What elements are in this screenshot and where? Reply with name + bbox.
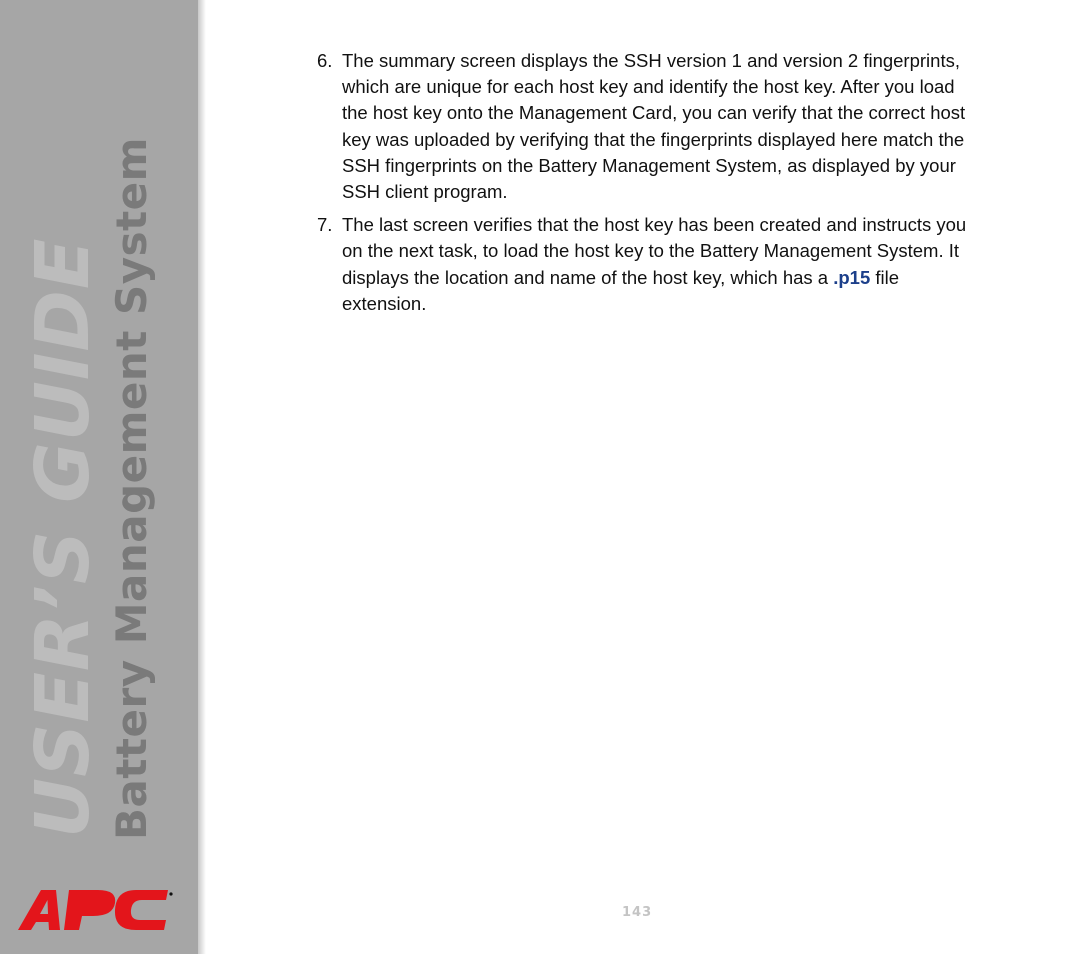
- step-number: 7.: [317, 214, 333, 236]
- document-body: [317, 48, 967, 324]
- apc-logo: [18, 886, 174, 932]
- step-text: The last screen verifies that the host key has been created and instructs you on the next task, to load the host key to the Battery Management System. It displays the location and name of the host key, which has a: [342, 214, 967, 288]
- sidebar-shadow: [198, 0, 206, 954]
- guide-title: USER’S GUIDE: [20, 237, 106, 838]
- file-extension: .p15: [833, 266, 871, 288]
- step-6: [317, 48, 967, 205]
- step-text-end: file extension.: [342, 266, 900, 314]
- step-text: The summary screen displays the SSH version 1 and version 2 fingerprints, which are unique for each host key and identify the host key. After you load the host key onto the Management Card, you can verify that the correct host key was uploaded by verifying that the fingerprints displayed here match the SSH fingerprints on the Battery Management System, as displayed by your SSH client program.: [342, 50, 966, 203]
- step-number: 6.: [317, 50, 333, 71]
- sidebar: [0, 0, 198, 954]
- product-name: Battery Management System: [107, 137, 156, 840]
- step-7: [317, 212, 967, 317]
- page-number: 143: [622, 905, 653, 920]
